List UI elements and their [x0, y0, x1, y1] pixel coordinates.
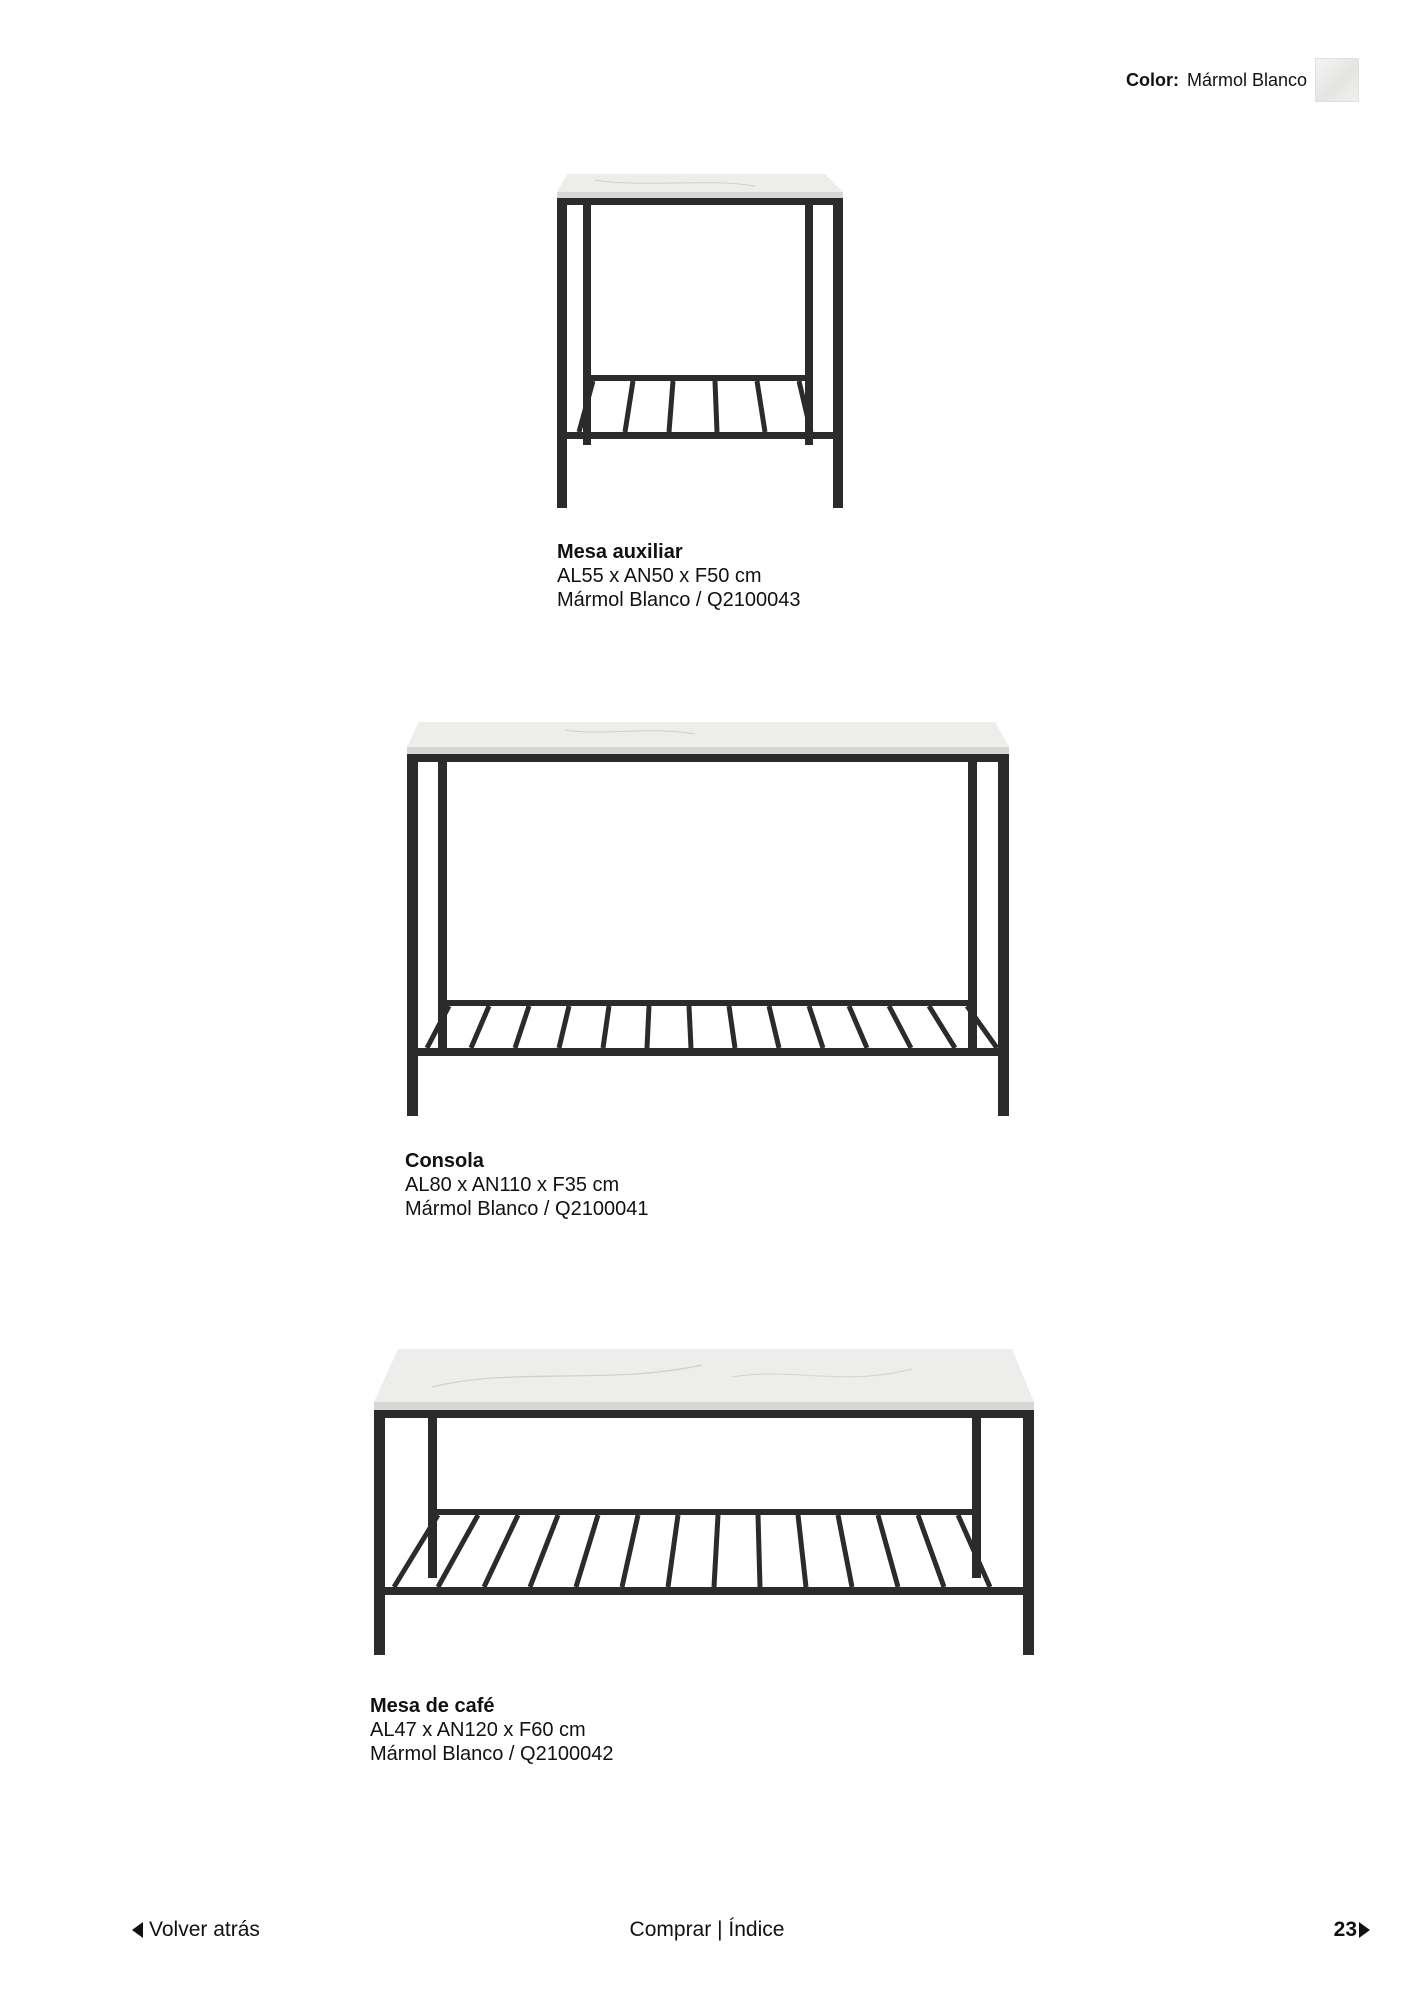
back-label: Volver atrás [149, 1918, 260, 1941]
color-indicator [1126, 58, 1359, 102]
product-dimensions: AL55 x AN50 x F50 cm [557, 565, 762, 587]
product-caption-mesa-de-cafe [370, 1694, 613, 1766]
product-name: Consola [405, 1150, 484, 1172]
product-image-mesa-auxiliar [555, 170, 850, 515]
product-reference: Mármol Blanco / Q2100043 [557, 589, 801, 611]
product-image-mesa-de-cafe [372, 1347, 1037, 1662]
product-image-consola [405, 722, 1010, 1122]
product-dimensions: AL47 x AN120 x F60 cm [370, 1719, 586, 1741]
footer-center-links [0, 1918, 1414, 1942]
caret-right-icon [1359, 1922, 1370, 1938]
marble-swatch [1315, 58, 1359, 102]
product-caption-consola [405, 1149, 648, 1221]
product-dimensions: AL80 x AN110 x F35 cm [405, 1174, 620, 1196]
next-page-button[interactable] [1334, 1918, 1370, 1942]
product-reference: Mármol Blanco / Q2100042 [370, 1743, 614, 1765]
product-name: Mesa auxiliar [557, 541, 683, 563]
buy-link[interactable]: Comprar [629, 1918, 712, 1941]
index-link[interactable]: Índice [728, 1918, 785, 1941]
page-number: 23 [1333, 1918, 1357, 1941]
product-reference: Mármol Blanco / Q2100041 [405, 1198, 649, 1220]
link-separator: | [717, 1918, 723, 1941]
product-name: Mesa de café [370, 1695, 495, 1717]
product-caption-mesa-auxiliar [557, 540, 800, 612]
color-label: Color: [1125, 69, 1179, 90]
color-value: Mármol Blanco [1186, 69, 1307, 90]
